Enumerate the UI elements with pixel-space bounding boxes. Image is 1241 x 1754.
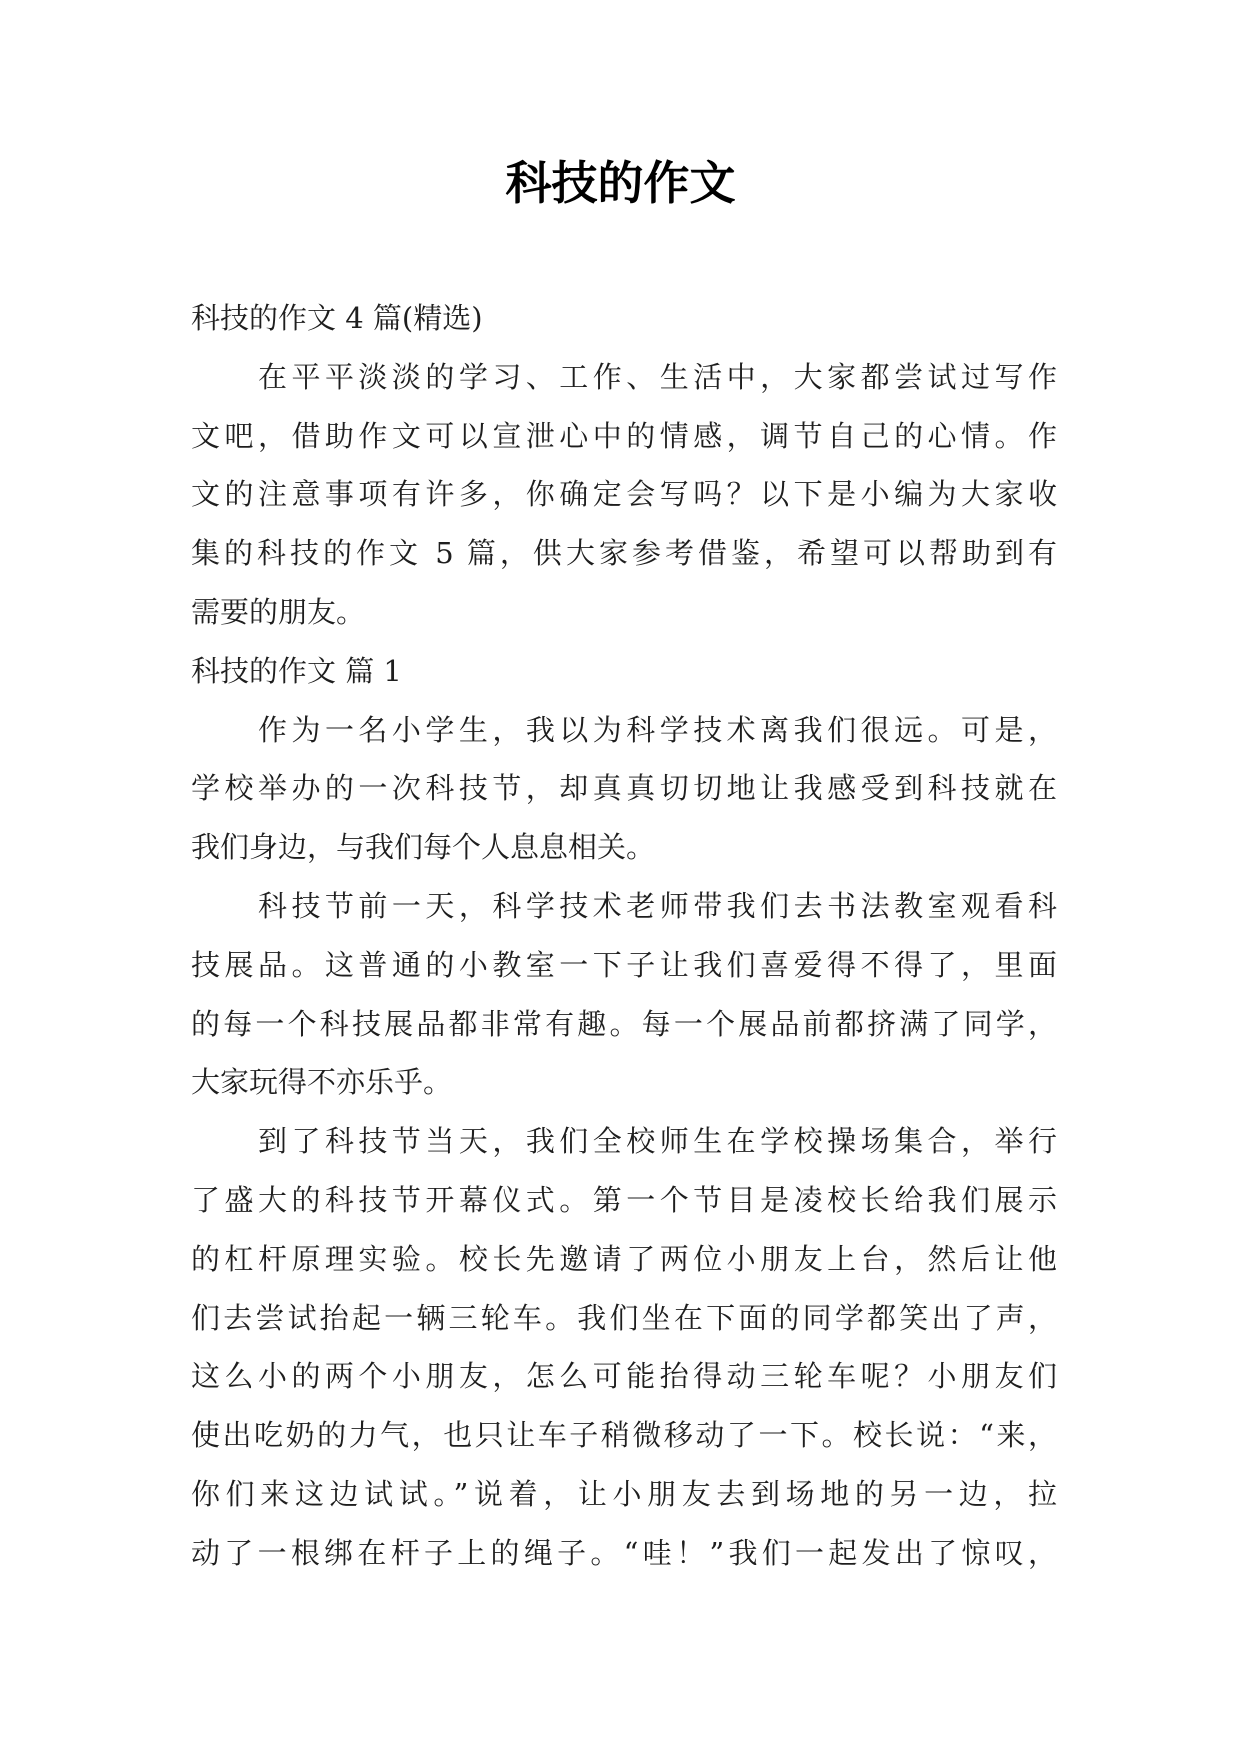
paragraph [191,348,1057,642]
text-line: 需要的朋友。 [191,594,366,629]
text-line: 动了一根绑在杆子上的绳子。“哇！”我们一起发出了惊叹， [191,1535,1057,1570]
text-line: 学校举办的一次科技节，却真真切切地让我感受到科技就在 [191,771,1057,806]
paragraph [191,701,1057,877]
text-line: 在平平淡淡的学习、工作、生活中，大家都尝试过写作 [258,359,1057,394]
text-line: 到了科技节当天，我们全校师生在学校操场集合，举行 [258,1124,1057,1159]
text-line: 我们身边，与我们每个人息息相关。 [191,830,656,865]
text-line: 使出吃奶的力气，也只让车子稍微移动了一下。校长说：“来， [191,1418,1057,1453]
text-line: 这么小的两个小朋友，怎么可能抬得动三轮车呢？小朋友们 [191,1359,1057,1394]
text-line: 了盛大的科技节开幕仪式。第一个节目是凌校长给我们展示 [191,1182,1057,1217]
text-line: 文吧，借助作文可以宣泄心中的情感，调节自己的心情。作 [191,418,1057,453]
text-line: 文的注意事项有许多，你确定会写吗？以下是小编为大家收 [191,477,1057,512]
text-line: 的杠杆原理实验。校长先邀请了两位小朋友上台，然后让他 [191,1241,1057,1276]
text-line: 集的科技的作文 5 篇，供大家参考借鉴，希望可以帮助到有 [191,536,1057,571]
paragraph [191,877,1057,1112]
section-heading [191,289,1057,348]
text-line: 科技的作文 篇 1 [191,653,402,688]
paragraph [191,1112,1057,1582]
text-line: 作为一名小学生，我以为科学技术离我们很远。可是， [258,712,1057,747]
text-line: 大家玩得不亦乐乎。 [191,1065,453,1100]
text-line: 们去尝试抬起一辆三轮车。我们坐在下面的同学都笑出了声， [191,1300,1057,1335]
document-title: 科技的作文 [505,156,736,210]
section-heading [191,642,1057,701]
text-line: 科技的作文 4 篇(精选) [191,301,483,335]
text-line: 技展品。这普通的小教室一下子让我们喜爱得不得了，里面 [191,947,1057,982]
document-body [191,289,1057,1583]
text-line: 你们来这边试试。”说着，让小朋友去到场地的另一边，拉 [191,1476,1057,1511]
text-line: 的每一个科技展品都非常有趣。每一个展品前都挤满了同学， [191,1006,1057,1041]
text-line: 科技节前一天，科学技术老师带我们去书法教室观看科 [258,888,1057,923]
